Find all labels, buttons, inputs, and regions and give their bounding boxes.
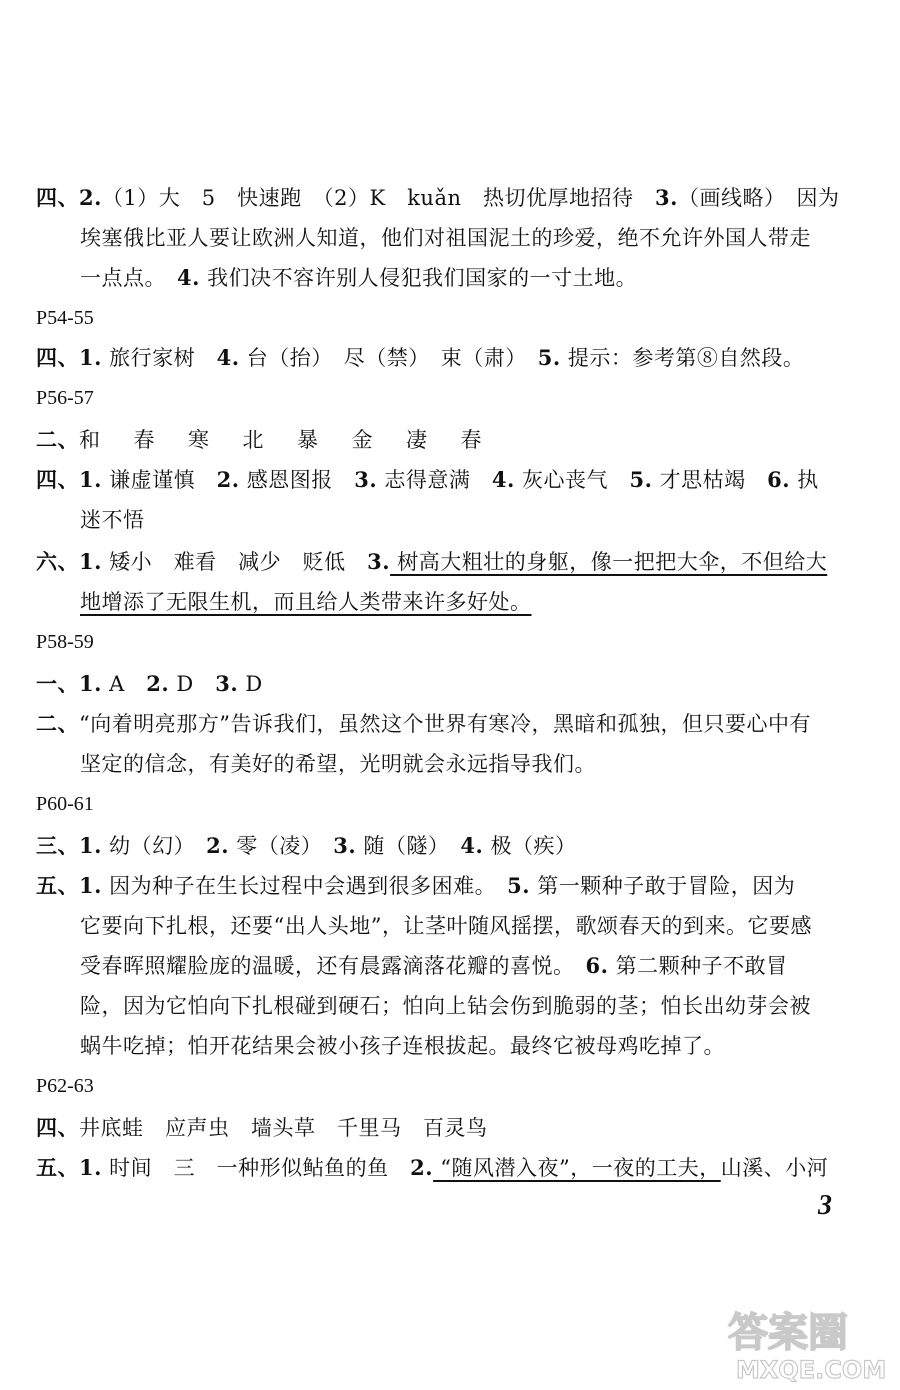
answer-text: 险，因为它怕向下扎根碰到硬石；怕向上钻会伤到脆弱的茎；怕长出幼芽会被 bbox=[80, 994, 811, 1018]
underlined-answer: 地增添了无限生机，而且给人类带来许多好处。 bbox=[80, 590, 532, 614]
answer-text: 提示：参考第⑧自然段。 bbox=[560, 346, 805, 370]
question-number: 2. bbox=[410, 1155, 434, 1180]
answer-text: （1）大 5 快速跑 （2）K kuǎn 热切优厚地招待 bbox=[101, 186, 656, 210]
section-marker: 三、 bbox=[36, 833, 79, 858]
answer-line bbox=[80, 258, 864, 298]
answer-line bbox=[36, 460, 864, 500]
answer-line bbox=[36, 542, 864, 582]
section-marker: 二、 bbox=[36, 427, 79, 452]
question-number: 4. bbox=[177, 265, 200, 290]
question-number: 6. bbox=[767, 467, 791, 492]
question-number: 3. bbox=[367, 549, 391, 574]
question-number: 1. bbox=[79, 873, 102, 898]
section-marker: 五、 bbox=[36, 873, 79, 898]
answer-text: 幼（幻） bbox=[101, 834, 207, 858]
watermark-url: MXQE.COM bbox=[736, 1356, 887, 1384]
question-number: 4. bbox=[491, 467, 515, 492]
answer-text: 我们决不容许别人侵犯我们国家的一寸土地。 bbox=[199, 266, 638, 290]
section-marker: 四、 bbox=[36, 1115, 79, 1140]
answer-line bbox=[36, 664, 864, 704]
page-number: 3 bbox=[818, 1190, 832, 1221]
page-range-label bbox=[36, 378, 864, 418]
question-number: 5. bbox=[507, 873, 531, 898]
answer-line bbox=[36, 866, 864, 906]
answer-line bbox=[36, 704, 864, 744]
page-range-label bbox=[36, 1066, 864, 1106]
answer-text: 矮小 难看 减少 贬低 bbox=[101, 550, 368, 574]
answer-text: 随（隧） bbox=[356, 834, 461, 858]
question-number: 2. bbox=[206, 833, 230, 858]
answer-text: 极（疾） bbox=[483, 834, 577, 858]
question-number: 3. bbox=[333, 833, 357, 858]
question-number: 1. bbox=[79, 549, 102, 574]
section-marker: 一、 bbox=[36, 671, 79, 696]
answer-text: 山溪、小河 bbox=[720, 1156, 829, 1180]
answer-line bbox=[80, 1026, 864, 1066]
answer-line bbox=[80, 218, 864, 258]
question-number: 5. bbox=[537, 345, 561, 370]
answer-line bbox=[36, 1148, 864, 1188]
page-range-text: P56-57 bbox=[36, 387, 94, 409]
word-item: 寒 bbox=[188, 428, 210, 452]
question-number: 1. bbox=[79, 467, 102, 492]
answer-text: 灰心丧气 bbox=[514, 468, 630, 492]
question-number: 5. bbox=[629, 467, 653, 492]
section-marker: 六、 bbox=[36, 549, 79, 574]
underlined-answer: 树高大粗壮的身躯，像一把把大伞，不但给大 bbox=[390, 550, 828, 574]
page-range-label bbox=[36, 298, 864, 338]
answer-text: 感恩图报 bbox=[239, 468, 355, 492]
page-range-text: P54-55 bbox=[36, 307, 94, 329]
answer-text: 因为种子在生长过程中会遇到很多困难。 bbox=[101, 874, 508, 898]
question-number: 2. bbox=[79, 185, 102, 210]
underlined-answer: “随风潜入夜”，一夜的工夫， bbox=[433, 1156, 721, 1180]
answer-text: A bbox=[101, 672, 147, 696]
answer-text: “向着明亮那方”告诉我们，虽然这个世界有寒冷，黑暗和孤独，但只要心中有 bbox=[79, 712, 811, 736]
section-marker: 四、 bbox=[36, 467, 79, 492]
answer-line bbox=[36, 826, 864, 866]
section-marker: 四、 bbox=[36, 345, 79, 370]
answer-text: 蜗牛吃掉；怕开花结果会被小孩子连根拔起。最终它被母鸡吃掉了。 bbox=[80, 1034, 725, 1058]
question-number: 3. bbox=[354, 467, 378, 492]
page-range-text: P60-61 bbox=[36, 793, 94, 815]
section-marker: 五、 bbox=[36, 1155, 79, 1180]
answer-line bbox=[80, 744, 864, 784]
answer-text: 志得意满 bbox=[377, 468, 492, 492]
answer-line bbox=[80, 906, 864, 946]
answer-text: 谦虚谨慎 bbox=[101, 468, 217, 492]
answer-text: 第一颗种子敢于冒险，因为 bbox=[530, 874, 796, 898]
question-number: 1. bbox=[79, 671, 102, 696]
word-item: 金 bbox=[351, 428, 373, 452]
word-item: 春 bbox=[133, 428, 155, 452]
question-number: 4. bbox=[460, 833, 484, 858]
page-range-text: P62-63 bbox=[36, 1075, 94, 1097]
question-number: 2. bbox=[216, 467, 240, 492]
answer-line bbox=[80, 986, 864, 1026]
question-number: 3. bbox=[655, 185, 678, 210]
page-range-label bbox=[36, 784, 864, 824]
word-item: 凄 bbox=[406, 428, 428, 452]
answer-text: 一点点。 bbox=[80, 266, 177, 290]
answer-line bbox=[36, 178, 864, 218]
answer-text: 受春晖照耀脸庞的温暖，还有晨露滴落花瓣的喜悦。 bbox=[80, 954, 586, 978]
answer-line bbox=[80, 500, 864, 540]
section-marker: 四、 bbox=[36, 185, 79, 210]
answer-text: 埃塞俄比亚人要让欧洲人知道，他们对祖国泥土的珍爱，绝不允许外国人带走 bbox=[80, 226, 811, 250]
question-number: 6. bbox=[585, 953, 609, 978]
answer-text: 第二颗种子不敢冒 bbox=[608, 954, 788, 978]
answer-text: 井底蛙 应声虫 墙头草 千里马 百灵鸟 bbox=[79, 1116, 488, 1140]
word-item: 春 bbox=[460, 428, 482, 452]
page-range-label bbox=[36, 622, 864, 662]
answer-text: 执 bbox=[790, 468, 819, 492]
answer-text: 时间 三 一种形似鲇鱼的鱼 bbox=[101, 1156, 411, 1180]
answer-text: 迷不悟 bbox=[80, 508, 145, 532]
question-number: 4. bbox=[216, 345, 240, 370]
page-range-text: P58-59 bbox=[36, 631, 94, 653]
answer-text: （画线略） 因为 bbox=[677, 186, 840, 210]
answer-text: 坚定的信念，有美好的希望，光明就会永远指导我们。 bbox=[80, 752, 596, 776]
answer-line bbox=[36, 338, 864, 378]
word-item: 暴 bbox=[297, 428, 319, 452]
question-number: 1. bbox=[79, 833, 102, 858]
answer-line bbox=[36, 420, 864, 460]
section-marker: 二、 bbox=[36, 711, 79, 736]
answer-text: 才思枯竭 bbox=[652, 468, 768, 492]
answer-text: 零（凌） bbox=[229, 834, 334, 858]
answer-text: D bbox=[169, 672, 216, 696]
watermark-logo bbox=[722, 1300, 892, 1384]
answer-line bbox=[80, 582, 864, 622]
answer-line bbox=[36, 1108, 864, 1148]
answer-text: 旅行家树 bbox=[101, 346, 217, 370]
question-number: 1. bbox=[79, 345, 102, 370]
question-number: 1. bbox=[79, 1155, 102, 1180]
word-item: 北 bbox=[242, 428, 264, 452]
question-number: 3. bbox=[215, 671, 239, 696]
answer-text: D bbox=[238, 672, 263, 696]
answer-text: 台（抬） 尽（禁） 束（肃） bbox=[239, 346, 538, 370]
watermark-text: 答案圈 bbox=[728, 1310, 848, 1356]
answer-text: 它要向下扎根，还要“出人头地”，让茎叶随风摇摆，歌颂春天的到来。它要感 bbox=[80, 914, 812, 938]
question-number: 2. bbox=[146, 671, 170, 696]
answer-line bbox=[80, 946, 864, 986]
word-item: 和 bbox=[79, 428, 101, 452]
